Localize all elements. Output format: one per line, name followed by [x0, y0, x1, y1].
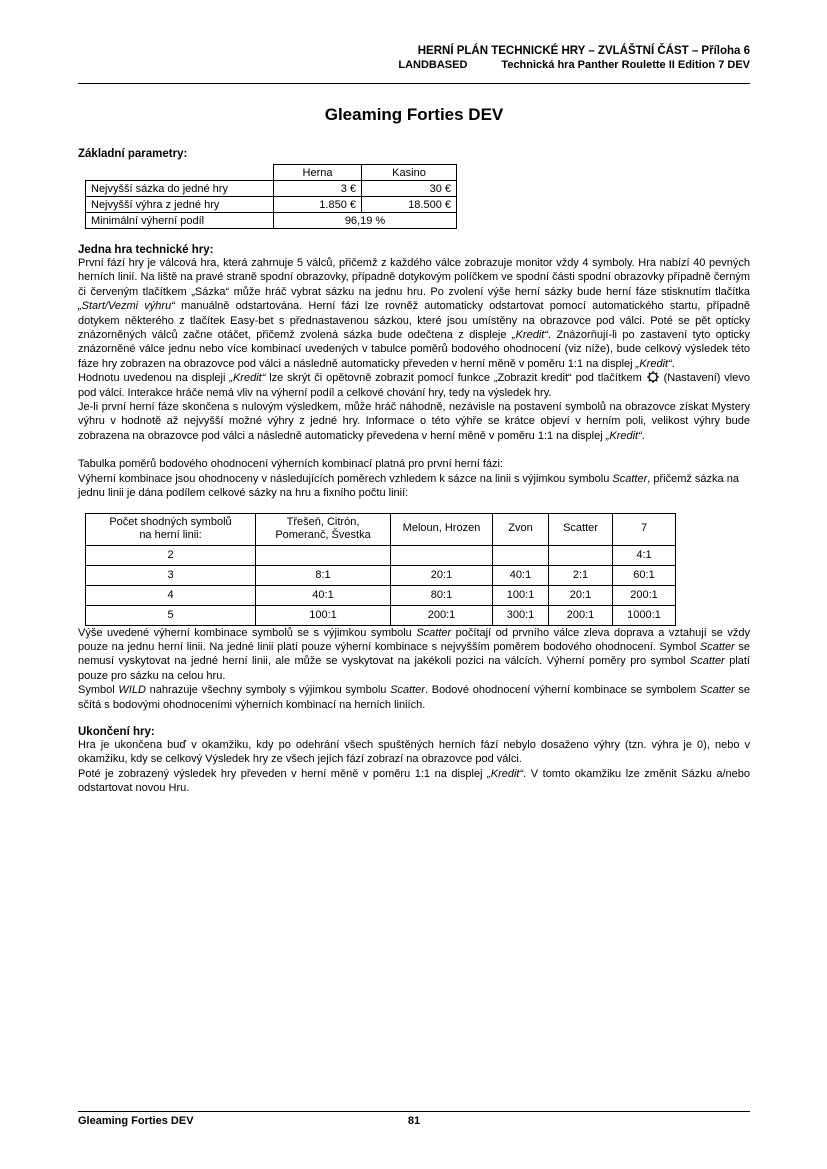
payout-row-5 [86, 605, 676, 625]
payout-cell: 80:1 [391, 585, 493, 605]
document-header [78, 45, 750, 72]
header-divider [78, 83, 750, 84]
payout-cell: 40:1 [256, 585, 391, 605]
payout-cell: 40:1 [493, 565, 549, 585]
payout-cell: 8:1 [256, 565, 391, 585]
header-landbased-label: LANDBASED [398, 59, 468, 71]
payout-cell [391, 545, 493, 565]
header-title: HERNÍ PLÁN TECHNICKÉ HRY – ZVLÁŠTNÍ ČÁST – Příloha 6 [417, 45, 750, 57]
payout-cell: 60:1 [613, 565, 676, 585]
payout-row-4 [86, 585, 676, 605]
payout-header-row [86, 513, 676, 545]
payout-header-bell: Zvon [493, 513, 549, 545]
payout-cell: 5 [86, 605, 256, 625]
paragraph-game-end: Hra je ukončena buď v okamžiku, kdy po odehrání všech spuštěných herních fází nebylo dosaženo výhry (tzn. výhra je 0), nebo v okamžiku, kdy se celkový Výsledek hry ze všech jejích fází zobrazí na obrazovce pod válci. [78, 738, 750, 766]
payout-cell: 20:1 [549, 585, 613, 605]
settings-gear-icon [647, 371, 659, 383]
page-footer [78, 1111, 750, 1127]
payout-cell: 1000:1 [613, 605, 676, 625]
params-label: Minimální výherní podíl [86, 213, 274, 229]
payout-row-3 [86, 565, 676, 585]
payout-table-intro [78, 457, 750, 500]
payout-cell: 200:1 [391, 605, 493, 625]
payout-cell [549, 545, 613, 565]
basic-params-heading: Základní parametry: [78, 148, 188, 160]
payout-cell [256, 545, 391, 565]
paragraph-payout-rules: Výše uvedené výherní kombinace symbolů se s výjimkou symbolu Scatter počítají od prvního válce zleva doprava a vztahují se vždy pouze na jednu herní linii. Na jedné linii platí pouze výherní kombinace s nejvyšším poměrem bodového ohodnocení. Symbol Scatter se nemusí vyskytovat na jedné herní linii, ale může se vyskytovat na jakékoli pozici na válcích. Výherní poměry pro symbol Scatter platí pouze pro sázku na celou hru. [78, 626, 750, 682]
paragraph-game-phase: První fází hry je válcová hra, která zahrnuje 5 válců, přičemž z každého válce zobrazuje monitor vždy 4 symboly. Hra nabízí 40 pevných herních linií. Na liště na pravé straně spodní obrazovky, případně dotykovým políčkem ve spodní části spodní obrazovky případně černým či červeným tlačítkem „Sázka“ může hráč vybrat sázku na jednu hru. Po zvolení výše herní sázky bude herní fáze stisknutím tlačítka „Start/Vezmi výhru“ manuálně odstartována. Herní fázi lze rovněž automaticky odstartovat pomocí automatického startu, případně dotykem některého z tlačítek Easy-bet s přednastavenou sázkou, které jsou umístěny na obrazovce pod válci. Poté se pět opticky znázorněných válců začne otáčet, přičemž zvolená sázka bude odečtena z displeje „Kredit“. Znázorňují-li po zastavení tyto opticky znázorněné válce jednu nebo více kombinací uvedených v tabulce poměrů bodového ohodnocení (viz níže), bude celkový výsledek této fáze hry zobrazen na obrazovce pod válci a následně automaticky převeden v herní měně v poměru 1:1 na displej „Kredit“. [78, 257, 751, 370]
params-value-kasino: 30 € [362, 181, 457, 197]
payout-cell: 2:1 [549, 565, 613, 585]
payout-header-melon-grape: Meloun, Hrozen [391, 513, 493, 545]
params-value-merged: 96,19 % [274, 213, 457, 229]
payout-cell: 2 [86, 545, 256, 565]
params-row-max-win [86, 197, 457, 213]
basic-params-table [85, 164, 457, 229]
params-col-herna: Herna [274, 165, 362, 181]
payout-cell: 3 [86, 565, 256, 585]
game-section-heading: Jedna hra technické hry: [78, 244, 214, 256]
paragraph-result-transfer: Poté je zobrazený výsledek hry převeden v herní měně v poměru 1:1 na displej „Kredit“. V tomto okamžiku lze změnit Sázku a/nebo odstartovat novou Hru. [78, 767, 750, 795]
payout-cell: 4:1 [613, 545, 676, 565]
payout-cell: 4 [86, 585, 256, 605]
paragraph-wild-rule: Symbol WILD nahrazuje všechny symboly s výjimkou symbolu Scatter. Bodové ohodnocení výherní kombinace se symbolem Scatter se sčítá s bodovými ohodnoceními výherních kombinací na herních liniích. [78, 684, 750, 711]
params-value-kasino: 18.500 € [362, 197, 457, 213]
params-label: Nejvyšší sázka do jedné hry [86, 181, 274, 197]
footer-page-number: 81 [407, 1115, 421, 1127]
payout-cell: 300:1 [493, 605, 549, 625]
payout-header-count: Počet shodných symbolů na herní linii: [86, 513, 256, 545]
footer-divider [78, 1111, 750, 1112]
payout-cell: 100:1 [493, 585, 549, 605]
payout-cell: 200:1 [549, 605, 613, 625]
params-value-herna: 3 € [274, 181, 362, 197]
paragraph-mystery-win: Je-li první herní fáze skončena s nulovým výsledkem, může hráč náhodně, nezávisle na postavení symbolů na obrazovce získat Mystery výhru v hodnotě až nejvyšší možné výhry z jedné hry. Informace o této výhře se krátce objeví v herním poli, velikost výhry bude zobrazena na obrazovce pod válci a následně automaticky převedena v herní měně v poměru 1:1 na displej „Kredit“. [78, 401, 750, 442]
params-label: Nejvyšší výhra z jedné hry [86, 197, 274, 213]
params-header-row [86, 165, 457, 181]
params-row-min-rtp [86, 213, 457, 229]
params-row-max-bet [86, 181, 457, 197]
footer-document-title: Gleaming Forties DEV [78, 1115, 194, 1127]
payout-cell: 100:1 [256, 605, 391, 625]
ending-section-heading: Ukončení hry: [78, 725, 155, 738]
payout-cell [493, 545, 549, 565]
payout-row-2 [86, 545, 676, 565]
payout-header-fruits: Třešeň, Citrón, Pomeranč, Švestka [256, 513, 391, 545]
payout-header-seven: 7 [613, 513, 676, 545]
payout-table [85, 513, 676, 626]
game-title: Gleaming Forties DEV [324, 105, 504, 124]
params-col-kasino: Kasino [362, 165, 457, 181]
params-empty-cell [86, 165, 274, 181]
payout-intro-line2: Výherní kombinace jsou ohodnoceny v následujících poměrech vzhledem k sázce na linii s výjimkou symbolu Scatter, přičemž sázka na jednu linii je dána podílem celkové sázky na hru a fixního počtu linií: [78, 472, 739, 500]
payout-cell: 20:1 [391, 565, 493, 585]
payout-header-scatter: Scatter [549, 513, 613, 545]
paragraph-credit-display: Hodnotu uvedenou na displeji „Kredit“ lze skrýt či opětovně zobrazit pomocí funkce „Zobrazit kredit“ pod tlačítkem (Nastavení) vlevo pod válci. Interakce hráče nemá vliv na výherní podíl a celkové chování hry, tedy na výsledek hry. [78, 372, 750, 399]
header-subtitle: Technická hra Panther Roulette II Edition 7 DEV [501, 59, 750, 71]
payout-intro-line1: Tabulka poměrů bodového ohodnocení výherních kombinací platná pro první herní fázi: [78, 458, 503, 471]
params-value-herna: 1.850 € [274, 197, 362, 213]
payout-cell: 200:1 [613, 585, 676, 605]
